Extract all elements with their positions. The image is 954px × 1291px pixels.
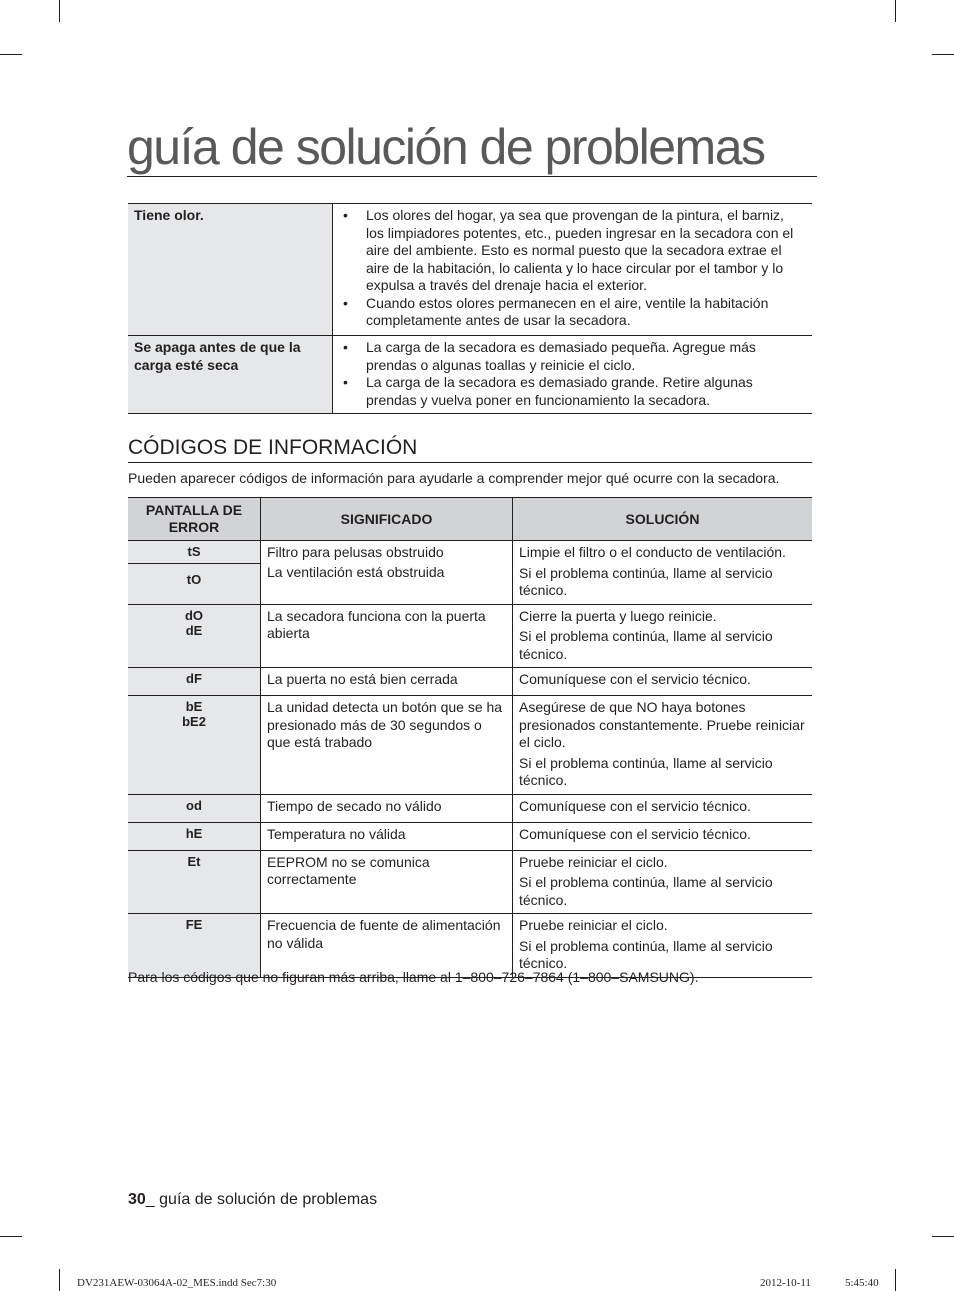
troubleshooting-table bbox=[128, 203, 812, 414]
error-code: tS bbox=[187, 544, 201, 559]
table-row bbox=[128, 850, 812, 914]
table-row bbox=[128, 668, 812, 696]
solution-text: Si el problema continúa, llame al servicio técnico. bbox=[519, 754, 773, 788]
error-code-cell bbox=[128, 541, 261, 605]
solution-cell bbox=[513, 668, 813, 696]
solution-cell bbox=[513, 794, 813, 822]
meaning-cell bbox=[261, 696, 513, 795]
solution-text: Asegúrese de que NO haya botones presionados constantemente. Pruebe reiniciar el ciclo. bbox=[519, 699, 805, 750]
solution-cell bbox=[513, 541, 813, 605]
problem-cell: Tiene olor. bbox=[128, 204, 333, 336]
table-row bbox=[128, 541, 812, 605]
crop-mark bbox=[932, 1236, 954, 1237]
error-code: bE bbox=[185, 699, 203, 714]
page-number: 30 bbox=[128, 1191, 146, 1208]
meaning-text: La unidad detecta un botón que se ha presionado más de 30 segundos o que está trabado bbox=[267, 699, 503, 750]
error-code: od bbox=[186, 797, 202, 813]
footer-separator: _ bbox=[145, 1191, 160, 1208]
table-row bbox=[128, 696, 812, 795]
error-code: FE bbox=[185, 917, 203, 932]
problem-cell: Se apaga antes de que la carga esté seca bbox=[128, 336, 333, 414]
error-code-cell bbox=[128, 822, 261, 850]
meaning-text: La puerta no está bien cerrada bbox=[267, 671, 458, 687]
remedy-cell bbox=[333, 336, 813, 414]
error-code: dE bbox=[185, 622, 203, 638]
solution-cell bbox=[513, 696, 813, 795]
solution-text: Cierre la puerta y luego reinicie. bbox=[519, 607, 717, 624]
solution-text: Si el problema continúa, llame al servicio técnico. bbox=[519, 874, 773, 908]
crop-mark bbox=[932, 54, 954, 55]
list-item: • La carga de la secadora es demasiado grande. Retire algunas prendas y vuelva poner en funcionamiento la secadora. bbox=[341, 374, 804, 409]
section-heading: CÓDIGOS DE INFORMACIÓN bbox=[128, 434, 812, 463]
crop-mark bbox=[895, 1269, 896, 1291]
meaning-text: Tiempo de secado no válido bbox=[267, 797, 442, 814]
meaning-text: Filtro para pelusas obstruido bbox=[267, 544, 444, 560]
solution-text: Comuníquese con el servicio técnico. bbox=[519, 671, 751, 687]
error-code: dF bbox=[186, 671, 202, 686]
solution-cell bbox=[513, 850, 813, 914]
page-title: guía de solución de problemas bbox=[127, 112, 817, 177]
solution-text: Pruebe reiniciar el ciclo. bbox=[519, 853, 668, 870]
meaning-cell bbox=[261, 668, 513, 696]
slug-time: 5:45:40 bbox=[845, 1277, 879, 1289]
error-code-cell bbox=[128, 668, 261, 696]
solution-text: Si el problema continúa, llame al servicio técnico. bbox=[519, 937, 773, 971]
error-code: dO bbox=[184, 607, 204, 623]
remedy-list bbox=[341, 339, 804, 409]
solution-text: Si el problema continúa, llame al servicio técnico. bbox=[519, 564, 773, 598]
list-item: • La carga de la secadora es demasiado pequeña. Agregue más prendas o algunas toallas y reinicie el ciclo. bbox=[341, 339, 804, 374]
table-row bbox=[128, 336, 812, 414]
meaning-cell bbox=[261, 604, 513, 668]
intro-text: Pueden aparecer códigos de información para ayudarle a comprender mejor qué ocurre con la secadora. bbox=[128, 470, 780, 486]
error-code-cell bbox=[128, 696, 261, 795]
list-item: • Los olores del hogar, ya sea que provengan de la pintura, el barniz, los limpiadores potentes, etc., pueden ingresar en la secadora con el aire del ambiente. Esto es normal puesto que la secadora extrae el aire de la habitación, lo calienta y lo hace circular por el tambor y lo expulsa a través del drenaje hacia el exterior. bbox=[341, 207, 804, 295]
column-header-solution: SOLUCIÓN bbox=[513, 498, 813, 541]
table-header-row bbox=[128, 498, 812, 541]
slug-date: 2012-10-11 bbox=[760, 1277, 811, 1289]
error-code: hE bbox=[185, 825, 203, 841]
meaning-cell bbox=[261, 850, 513, 914]
meaning-text: EEPROM no se comunica correctamente bbox=[267, 853, 430, 887]
slug-file: DV231AEW-03064A-02_MES.indd Sec7:30 bbox=[77, 1277, 277, 1289]
error-code-cell bbox=[128, 850, 261, 914]
error-code-cell bbox=[128, 794, 261, 822]
solution-text: Limpie el filtro o el conducto de ventilación. bbox=[519, 544, 786, 560]
meaning-text: Frecuencia de fuente de alimentación no válida bbox=[267, 917, 501, 951]
info-codes-table bbox=[128, 497, 812, 978]
table-row bbox=[128, 604, 812, 668]
crop-mark bbox=[895, 0, 896, 22]
meaning-text: La ventilación está obstruida bbox=[267, 563, 445, 580]
table-row bbox=[128, 822, 812, 850]
solution-cell bbox=[513, 604, 813, 668]
meaning-cell bbox=[261, 541, 513, 605]
list-item: • Cuando estos olores permanecen en el aire, ventile la habitación completamente antes de usar la secadora. bbox=[341, 295, 804, 330]
meaning-text: La secadora funciona con la puerta abierta bbox=[267, 607, 486, 641]
error-code: tO bbox=[128, 563, 260, 596]
solution-text: Si el problema continúa, llame al servicio técnico. bbox=[519, 628, 773, 662]
solution-text: Pruebe reiniciar el ciclo. bbox=[519, 917, 668, 933]
crop-mark bbox=[59, 0, 60, 22]
table-row bbox=[128, 794, 812, 822]
solution-cell bbox=[513, 822, 813, 850]
table-row bbox=[128, 204, 812, 336]
error-code: Et bbox=[187, 853, 201, 869]
footnote: Para los códigos que no figuran más arriba, llame al 1–800–726–7864 (1–800–SAMSUNG). bbox=[128, 969, 699, 985]
column-header-meaning: SIGNIFICADO bbox=[261, 498, 513, 541]
column-header-display: PANTALLA DE ERROR bbox=[128, 498, 261, 541]
error-code-cell bbox=[128, 604, 261, 668]
meaning-text: Temperatura no válida bbox=[267, 825, 406, 842]
error-code: bE2 bbox=[182, 714, 206, 729]
meaning-cell bbox=[261, 794, 513, 822]
solution-text: Comuníquese con el servicio técnico. bbox=[519, 825, 751, 842]
solution-text: Comuníquese con el servicio técnico. bbox=[519, 797, 751, 814]
crop-mark bbox=[0, 1236, 22, 1237]
crop-mark bbox=[59, 1269, 60, 1291]
remedy-cell bbox=[333, 204, 813, 336]
page-footer bbox=[128, 1190, 377, 1210]
footer-section: guía de solución de problemas bbox=[159, 1191, 378, 1208]
meaning-cell bbox=[261, 822, 513, 850]
remedy-list bbox=[341, 207, 804, 330]
crop-mark bbox=[0, 54, 22, 55]
